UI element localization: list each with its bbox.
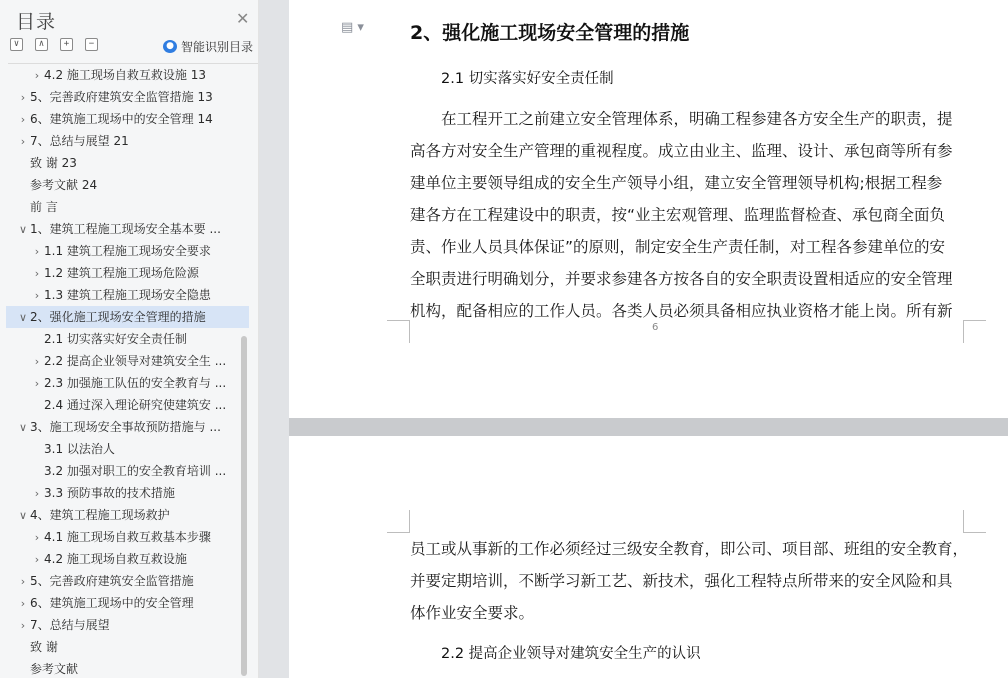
paragraph-line: 责、作业人员具体保证”的原则，制定安全生产责任制，对工程各参建单位的安 [410,238,946,256]
chevron-icon[interactable]: › [34,487,40,500]
chevron-icon[interactable]: › [34,267,40,280]
chevron-icon[interactable]: › [34,355,40,368]
toc-item[interactable] [6,548,259,570]
chevron-icon[interactable]: › [20,575,26,588]
page-corner-mark [387,320,410,343]
document-area [259,0,1008,678]
toc-item-label: 1.3 建筑工程施工现场安全隐患 [44,288,211,302]
toc-item-label: 2.4 通过深入理论研究使建筑安 ... [44,398,227,412]
chevron-icon[interactable]: › [20,135,26,148]
toc-sidebar [0,0,259,678]
document-page [289,0,1008,418]
toc-item[interactable] [6,460,259,482]
chevron-icon[interactable]: › [34,531,40,544]
toc-item[interactable] [6,196,249,218]
chevron-icon[interactable]: › [20,619,26,632]
paragraph-line: 员工或从事新的工作必须经过三级安全教育，即公司、项目部、班组的安全教育， [410,540,969,558]
toc-item-label: 3.3 预防事故的技术措施 [44,486,175,500]
paragraph-line: 机构，配备相应的工作人员。各类人员必须具备相应执业资格才能上岗。所有新 [410,302,953,320]
toc-item[interactable] [6,306,249,328]
toc-item[interactable] [6,262,259,284]
toc-item[interactable] [6,570,249,592]
toc-item-label: 1.1 建筑工程施工现场安全要求 [44,244,211,258]
toc-item[interactable] [6,328,259,350]
smart-icon: ● [163,40,177,53]
remove-heading-button[interactable]: − [85,38,98,51]
paragraph-line: 并要定期培训，不断学习新工艺、新技术，强化工程特点所带来的安全风险和具 [410,572,953,590]
chevron-icon[interactable]: › [34,377,40,390]
toc-item-label: 4.1 施工现场自救互救基本步骤 [44,530,211,544]
chevron-icon[interactable]: › [20,113,26,126]
paragraph [410,103,965,327]
document-icon[interactable]: ▤ ▾ [341,20,364,35]
toc-item-label: 7、总结与展望 21 [30,134,129,148]
chevron-icon[interactable]: ∨ [18,509,28,522]
toc-item-label: 参考文献 [30,662,79,676]
toc-item-label: 3.2 加强对职工的安全教育培训 ... [44,464,227,478]
toc-item-label: 致 谢 23 [30,156,77,170]
toc-item[interactable] [6,614,249,636]
chevron-icon[interactable]: › [34,289,40,302]
subsection-heading: 2.1 切实落实好安全责任制 [441,71,614,87]
document-page [289,436,1008,678]
toc-item[interactable] [6,636,249,658]
toc-item-label: 2.2 提高企业领导对建筑安全生 ... [44,354,227,368]
subsection-heading: 2.2 提高企业领导对建筑安全生产的认识 [441,646,701,662]
toc-item-label: 7、总结与展望 [30,618,110,632]
toc-item[interactable] [6,152,249,174]
toc-item-label: 参考文献 24 [30,178,98,192]
paragraph-line: 建单位主要领导组成的安全生产领导小组，建立安全管理领导机构;根据工程参 [410,174,943,192]
toc-scrollbar[interactable] [241,336,247,676]
toc-item-label: 2、强化施工现场安全管理的措施 [30,310,206,324]
toc-item-label: 3.1 以法治人 [44,442,115,456]
expand-up-button[interactable]: ∧ [35,38,48,51]
chevron-icon[interactable]: › [34,553,40,566]
section-heading: 2、强化施工现场安全管理的措施 [410,22,690,44]
toc-item-label: 致 谢 [30,640,58,654]
toc-item[interactable] [6,658,249,678]
toc-item[interactable] [6,504,249,526]
page-break [289,418,1008,436]
page-corner-mark [963,320,986,343]
toc-item-label: 5、完善政府建筑安全监管措施 [30,574,194,588]
chevron-icon[interactable]: ∨ [18,421,28,434]
toc-item[interactable] [6,394,259,416]
toc-item[interactable] [6,416,249,438]
toc-item-label: 1、建筑工程施工现场安全基本要 ... [30,222,221,236]
toc-item[interactable] [6,86,249,108]
toc-item[interactable] [6,108,249,130]
toc-item-label: 4.2 施工现场自救互救设施 [44,552,187,566]
toc-item-label: 2.3 加强施工队伍的安全教育与 ... [44,376,227,390]
paragraph-line: 体作业安全要求。 [410,604,535,622]
close-icon[interactable]: ✕ [236,9,250,28]
chevron-icon[interactable]: › [20,597,26,610]
paragraph-line: 全职责进行明确划分，并要求参建各方按各自的安全职责设置相适应的安全管理 [410,270,953,288]
toc-item[interactable] [6,218,249,240]
toc-item[interactable] [6,64,259,86]
page-corner-mark [387,510,410,533]
paragraph-line: 建各方在工程建设中的职责，按“业主宏观管理、监理监督检查、承包商全面负 [410,206,946,224]
add-heading-button[interactable]: + [60,38,73,51]
toc-item-label: 3、施工现场安全事故预防措施与 ... [30,420,221,434]
toc-item-label: 4.2 施工现场自救互救设施 13 [44,68,206,82]
paragraph-line: 高各方对安全生产管理的重视程度。成立由业主、监理、设计、承包商等所有参 [410,142,953,160]
page-number: 6 [652,322,659,333]
sidebar-title: 目录 [16,11,57,33]
page-corner-mark [963,510,986,533]
toc-item[interactable] [6,438,259,460]
toc-item[interactable] [6,482,259,504]
toc-item-label: 4、建筑工程施工现场救护 [30,508,170,522]
smart-recognize-toc-button[interactable] [163,38,253,55]
toc-item[interactable] [6,130,249,152]
toc-item-label: 1.2 建筑工程施工现场危险源 [44,266,199,280]
toc-item-label: 前 言 [30,200,58,214]
toc-item-label: 2.1 切实落实好安全责任制 [44,332,187,346]
toc-item-label: 6、建筑施工现场中的安全管理 [30,596,194,610]
toc-item[interactable] [6,350,259,372]
chevron-icon[interactable]: › [34,69,40,82]
left-gutter [259,0,289,678]
chevron-icon[interactable]: ∨ [18,311,28,324]
chevron-icon[interactable]: › [34,245,40,258]
toc-item[interactable] [6,372,259,394]
toc-item[interactable] [6,174,249,196]
toc-item-label: 5、完善政府建筑安全监管措施 13 [30,90,213,104]
toc-item[interactable] [6,526,259,548]
toc-item[interactable] [6,240,259,262]
toc-toolbar [10,38,98,51]
chevron-icon[interactable]: ∨ [18,223,28,236]
smart-recognize-label: 智能识别目录 [181,40,254,54]
toc-item-label: 6、建筑施工现场中的安全管理 14 [30,112,213,126]
paragraph [410,533,969,629]
toc-item[interactable] [6,284,259,306]
chevron-icon[interactable]: › [20,91,26,104]
paragraph-line: 在工程开工之前建立安全管理体系，明确工程参建各方安全生产的职责，提 [410,110,953,128]
toc-item[interactable] [6,592,249,614]
collapse-all-button[interactable]: ∨ [10,38,23,51]
